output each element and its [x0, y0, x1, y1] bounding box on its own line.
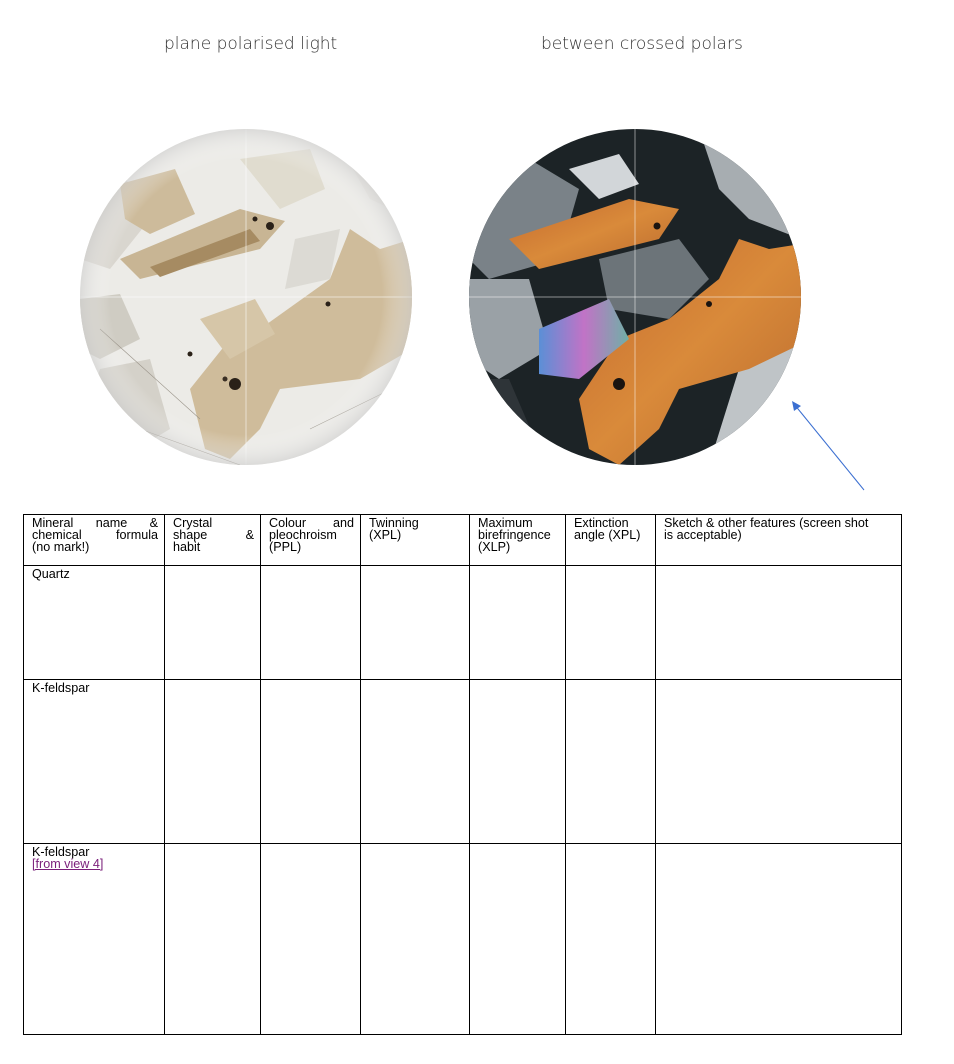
empty-cell[interactable] — [656, 680, 902, 844]
empty-cell[interactable] — [165, 844, 261, 1035]
header-line: pleochroism — [269, 528, 337, 542]
header-line: (PPL) — [269, 540, 302, 554]
empty-cell[interactable] — [656, 566, 902, 680]
xpl-micrograph — [469, 129, 801, 465]
empty-cell[interactable] — [361, 680, 470, 844]
header-line: (no mark!) — [32, 540, 90, 554]
pointer-arrow-icon — [780, 390, 880, 500]
header-line: Sketch & other features (screen shot — [664, 516, 869, 530]
empty-cell[interactable] — [566, 566, 656, 680]
header-line: is acceptable) — [664, 528, 742, 542]
header-twinning — [361, 515, 470, 566]
empty-cell[interactable] — [656, 844, 902, 1035]
header-line: birefringence — [478, 528, 551, 542]
header-line: shape & — [173, 528, 254, 542]
table-row — [24, 566, 902, 680]
empty-cell[interactable] — [261, 566, 361, 680]
ppl-caption: plane polarised light — [164, 34, 338, 54]
empty-cell[interactable] — [261, 680, 361, 844]
header-line: chemical formula — [32, 528, 158, 542]
table-row — [24, 844, 902, 1035]
header-birefringence — [470, 515, 566, 566]
header-line: (XLP) — [478, 540, 511, 554]
empty-cell[interactable] — [261, 844, 361, 1035]
empty-cell[interactable] — [470, 566, 566, 680]
ppl-micrograph — [80, 129, 412, 465]
empty-cell[interactable] — [165, 566, 261, 680]
empty-cell[interactable] — [566, 680, 656, 844]
mineral-name: K-feldspar — [32, 845, 90, 859]
header-sketch — [656, 515, 902, 566]
mineral-cell: K-feldspar — [24, 680, 165, 844]
header-line: (XPL) — [369, 528, 402, 542]
header-line: Mineral name & — [32, 516, 158, 530]
empty-cell[interactable] — [470, 680, 566, 844]
header-line: Maximum — [478, 516, 533, 530]
header-line: Crystal — [173, 516, 213, 530]
empty-cell[interactable] — [470, 844, 566, 1035]
header-line: Twinning — [369, 516, 419, 530]
header-crystal-shape — [165, 515, 261, 566]
empty-cell[interactable] — [361, 844, 470, 1035]
view-4-link[interactable]: [from view 4] — [32, 857, 104, 871]
header-extinction — [566, 515, 656, 566]
empty-cell[interactable] — [361, 566, 470, 680]
header-line: Colour and — [269, 516, 354, 530]
mineral-table — [23, 514, 902, 1035]
empty-cell[interactable] — [566, 844, 656, 1035]
header-line: Extinction — [574, 516, 629, 530]
header-mineral-name — [24, 515, 165, 566]
empty-cell[interactable] — [165, 680, 261, 844]
header-colour — [261, 515, 361, 566]
xpl-caption: between crossed polars — [541, 34, 743, 54]
mineral-cell — [24, 844, 165, 1035]
table-row — [24, 680, 902, 844]
mineral-cell: Quartz — [24, 566, 165, 680]
table-header-row — [24, 515, 902, 566]
header-line: angle (XPL) — [574, 528, 641, 542]
header-line: habit — [173, 540, 201, 554]
